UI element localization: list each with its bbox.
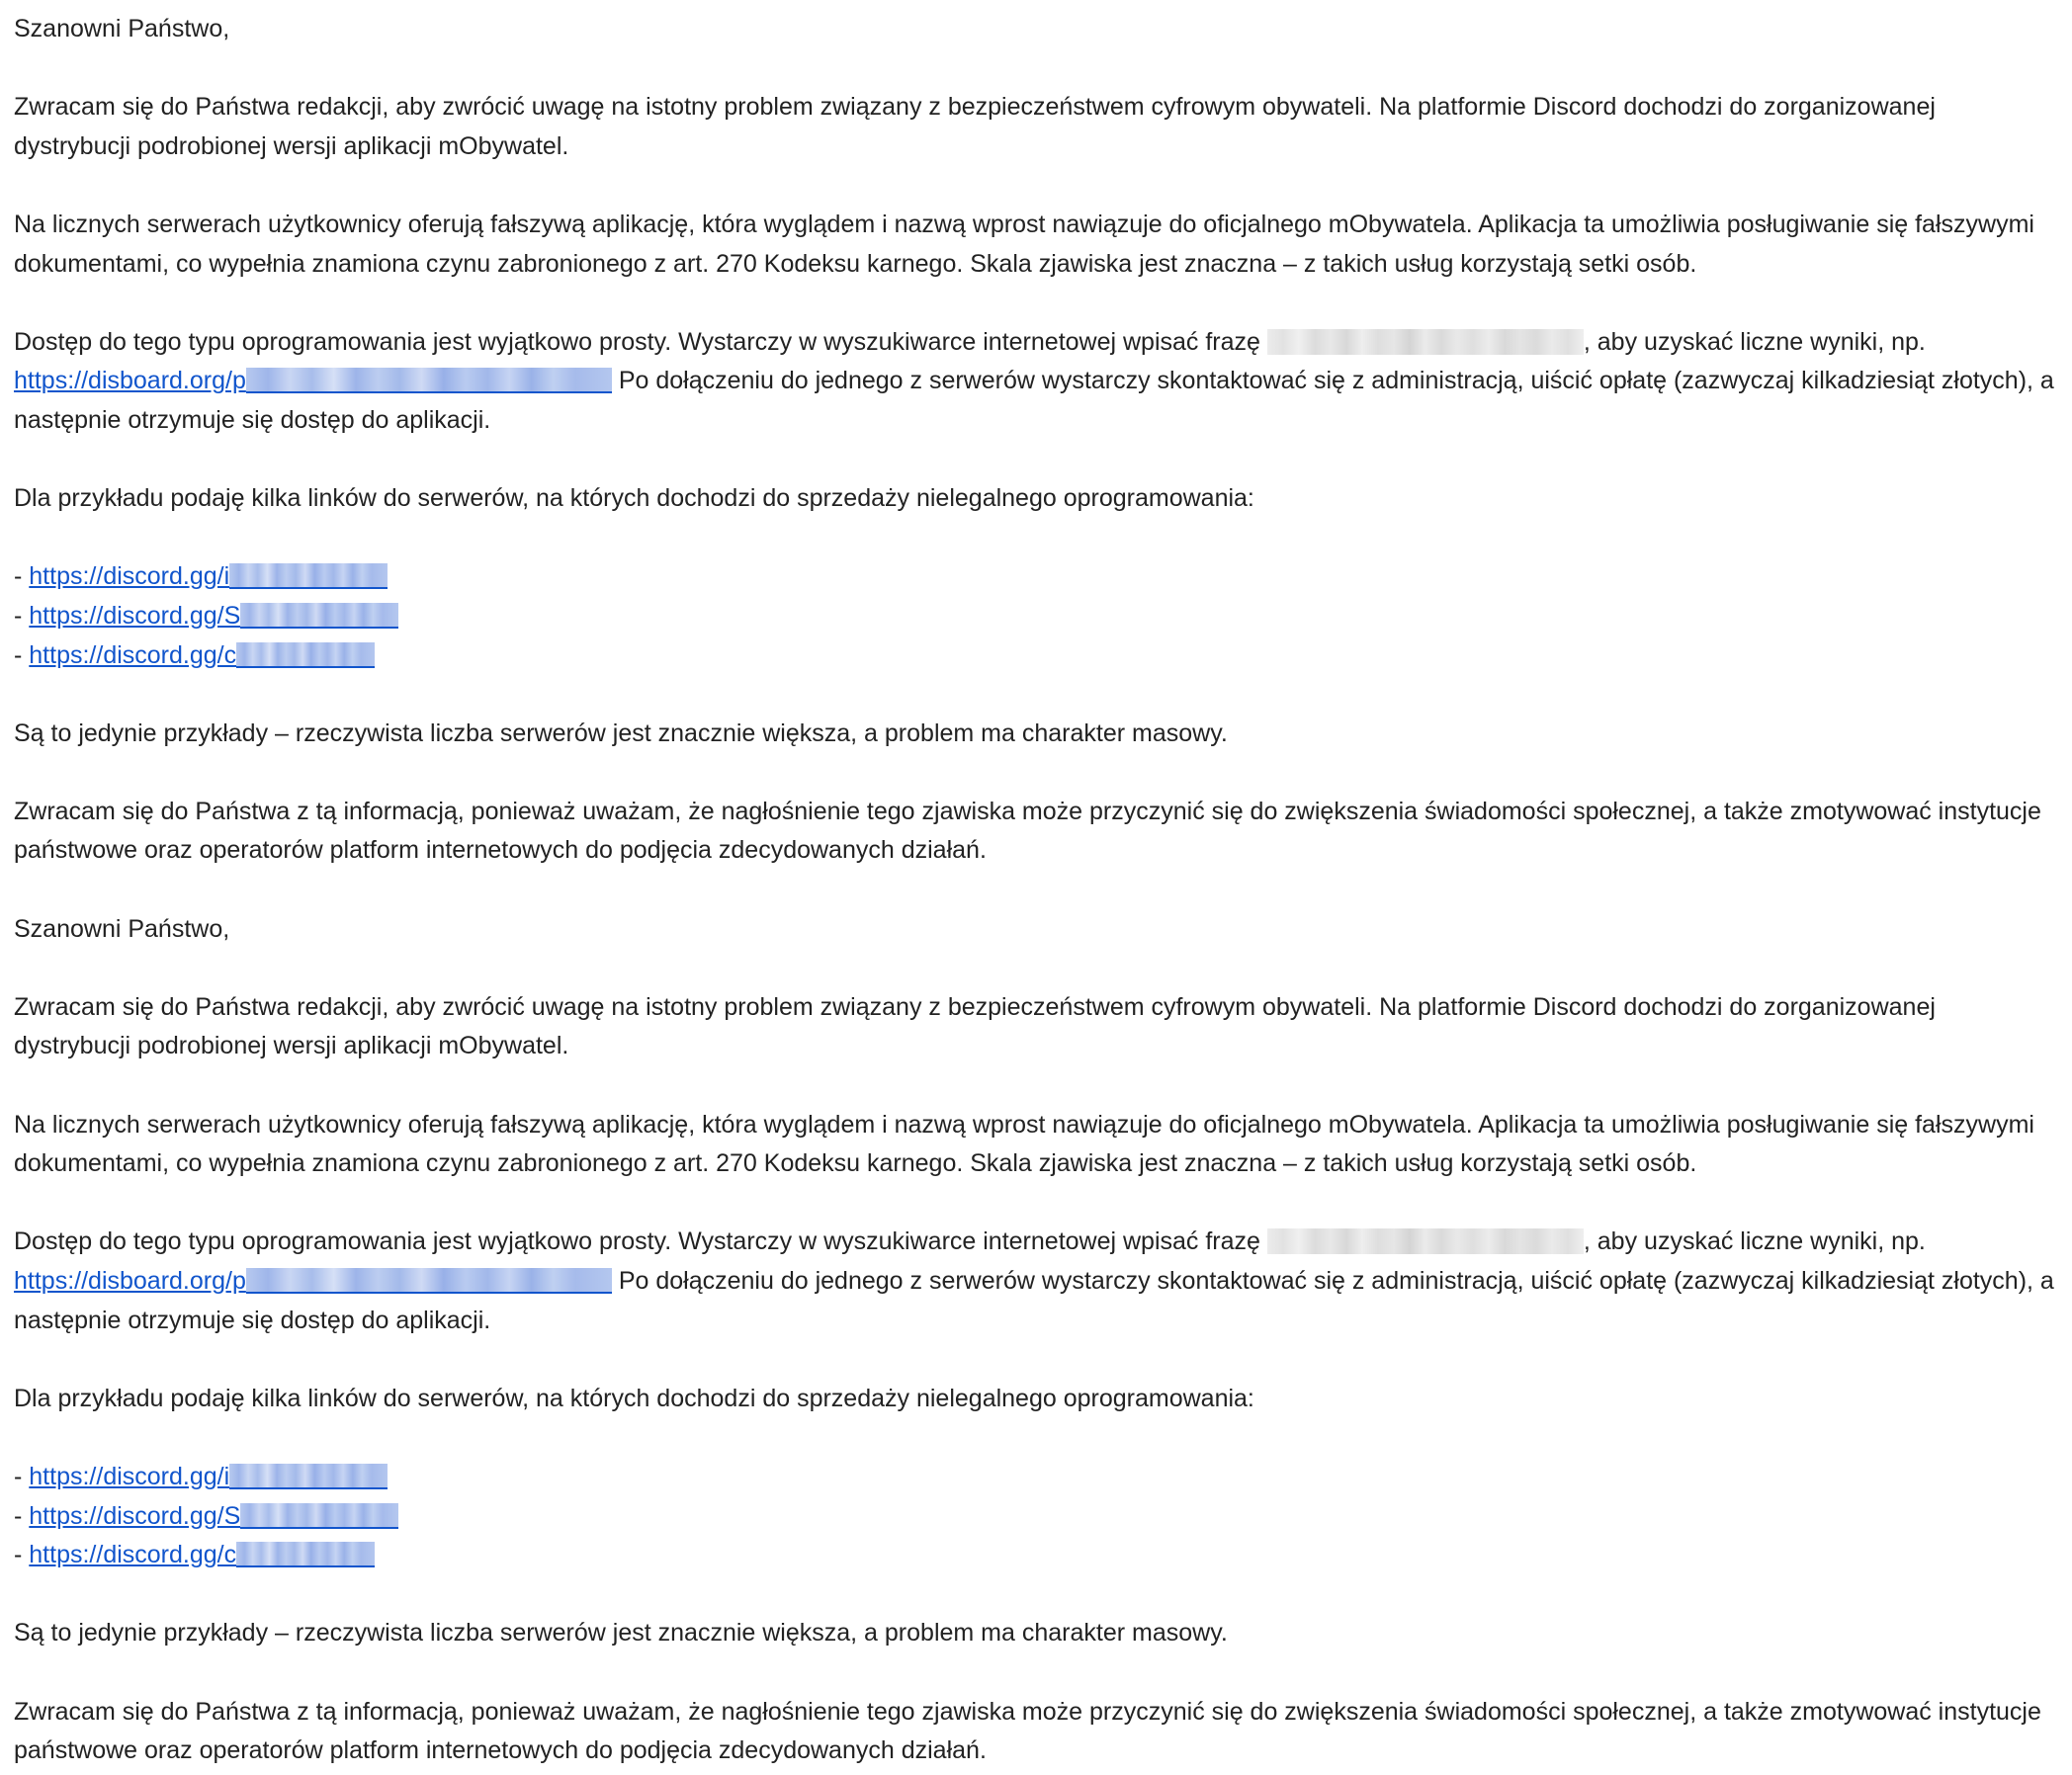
link-list xyxy=(14,1458,2058,1575)
redacted-invite-code xyxy=(240,603,398,629)
redacted-invite-code xyxy=(229,563,388,589)
discord-link-3[interactable]: https://discord.gg/c xyxy=(29,1541,375,1568)
redacted-invite-code xyxy=(236,1542,375,1567)
redacted-invite-code xyxy=(236,642,375,668)
discord-link-2[interactable]: https://discord.gg/S xyxy=(29,602,398,630)
redacted-link-path xyxy=(246,1268,612,1294)
greeting: Szanowni Państwo, xyxy=(14,914,230,943)
list-item: - https://discord.gg/S xyxy=(14,597,2058,636)
paragraph-intro: Zwracam się do Państwa redakcji, aby zwrócić uwagę na istotny problem związany z bezpieczeństwem cyfrowym obywateli. Na platformie Discord dochodzi do zorganizowanej dystrybucji podrobionej wersji aplikacji mObywatel. xyxy=(14,93,1936,160)
discord-link-1[interactable]: https://discord.gg/i xyxy=(29,562,388,590)
paragraph-scale: Są to jedynie przykłady – rzeczywista liczba serwerów jest znacznie większa, a problem ma charakter masowy. xyxy=(14,718,1228,747)
paragraph-closing: Zwracam się do Państwa z tą informacją, ponieważ uważam, że nagłośnienie tego zjawiska może przyczynić się do zwiększenia świadomości społecznej, a także zmotywować instytucje państwowe oraz operatorów platform internetowych do podjęcia zdecydowanych działań. xyxy=(14,797,2041,865)
paragraph-access-text-end: Po dołączeniu do jednego z serwerów wystarczy skontaktować się z administracją, uiścić opłatę (zazwyczaj kilkadziesiąt złotych), a następnie otrzymuje się dostęp do aplikacji. xyxy=(14,1267,2054,1334)
redacted-search-phrase xyxy=(1267,329,1584,355)
paragraph-access xyxy=(14,323,2058,441)
paragraph-scale: Są to jedynie przykłady – rzeczywista liczba serwerów jest znacznie większa, a problem ma charakter masowy. xyxy=(14,1619,1228,1648)
discord-link-1[interactable]: https://discord.gg/i xyxy=(29,1463,388,1490)
paragraph-intro: Zwracam się do Państwa redakcji, aby zwrócić uwagę na istotny problem związany z bezpieczeństwem cyfrowym obywateli. Na platformie Discord dochodzi do zorganizowanej dystrybucji podrobionej wersji aplikacji mObywatel. xyxy=(14,992,1936,1060)
list-item: - https://discord.gg/S xyxy=(14,1497,2058,1537)
list-item: - https://discord.gg/c xyxy=(14,1536,2058,1575)
link-list xyxy=(14,557,2058,675)
list-item: - https://discord.gg/i xyxy=(14,1458,2058,1497)
paragraph-access-text-middle: , aby uzyskać liczne wyniki, np. xyxy=(1583,327,1926,356)
paragraph-problem: Na licznych serwerach użytkownicy oferują fałszywą aplikację, która wyglądem i nazwą wprost nawiązuje do oficjalnego mObywatela. Aplikacja ta umożliwia posługiwanie się fałszywymi dokumentami, co wypełnia znamiona czynu zabronionego z art. 270 Kodeksu karnego. Skala zjawiska jest znaczna – z takich usług korzystają setki osób. xyxy=(14,1110,2034,1178)
paragraph-problem: Na licznych serwerach użytkownicy oferują fałszywą aplikację, która wyglądem i nazwą wprost nawiązuje do oficjalnego mObywatela. Aplikacja ta umożliwia posługiwanie się fałszywymi dokumentami, co wypełnia znamiona czynu zabronionego z art. 270 Kodeksu karnego. Skala zjawiska jest znaczna – z takich usług korzystają setki osób. xyxy=(14,210,2034,278)
redacted-search-phrase xyxy=(1267,1228,1584,1254)
list-item: - https://discord.gg/c xyxy=(14,636,2058,676)
paragraph-examples: Dla przykładu podaję kilka linków do serwerów, na których dochodzi do sprzedaży nielegalnego oprogramowania: xyxy=(14,484,1254,513)
email-section xyxy=(14,10,2058,871)
paragraph-access-text-end: Po dołączeniu do jednego z serwerów wystarczy skontaktować się z administracją, uiścić opłatę (zazwyczaj kilkadziesiąt złotych), a następnie otrzymuje się dostęp do aplikacji. xyxy=(14,367,2054,434)
paragraph-access-text-middle: , aby uzyskać liczne wyniki, np. xyxy=(1583,1227,1926,1256)
redacted-invite-code xyxy=(229,1464,388,1489)
paragraph-access-text-start: Dostęp do tego typu oprogramowania jest wyjątkowo prosty. Wystarczy w wyszukiwarce internetowej wpisać frazę xyxy=(14,327,1267,356)
greeting: Szanowni Państwo, xyxy=(14,15,230,42)
disboard-link[interactable]: https://disboard.org/p xyxy=(14,1267,612,1295)
email-section xyxy=(14,910,2058,1771)
list-item: - https://discord.gg/i xyxy=(14,557,2058,597)
paragraph-access xyxy=(14,1223,2058,1340)
redacted-invite-code xyxy=(240,1503,398,1529)
redacted-link-path xyxy=(246,368,612,393)
paragraph-closing: Zwracam się do Państwa z tą informacją, ponieważ uważam, że nagłośnienie tego zjawiska może przyczynić się do zwiększenia świadomości społecznej, a także zmotywować instytucje państwowe oraz operatorów platform internetowych do podjęcia zdecydowanych działań. xyxy=(14,1697,2041,1765)
disboard-link[interactable]: https://disboard.org/p xyxy=(14,367,612,394)
paragraph-access-text-start: Dostęp do tego typu oprogramowania jest wyjątkowo prosty. Wystarczy w wyszukiwarce internetowej wpisać frazę xyxy=(14,1227,1267,1256)
discord-link-2[interactable]: https://discord.gg/S xyxy=(29,1502,398,1530)
discord-link-3[interactable]: https://discord.gg/c xyxy=(29,641,375,669)
paragraph-examples: Dla przykładu podaję kilka linków do serwerów, na których dochodzi do sprzedaży nielegalnego oprogramowania: xyxy=(14,1384,1254,1412)
